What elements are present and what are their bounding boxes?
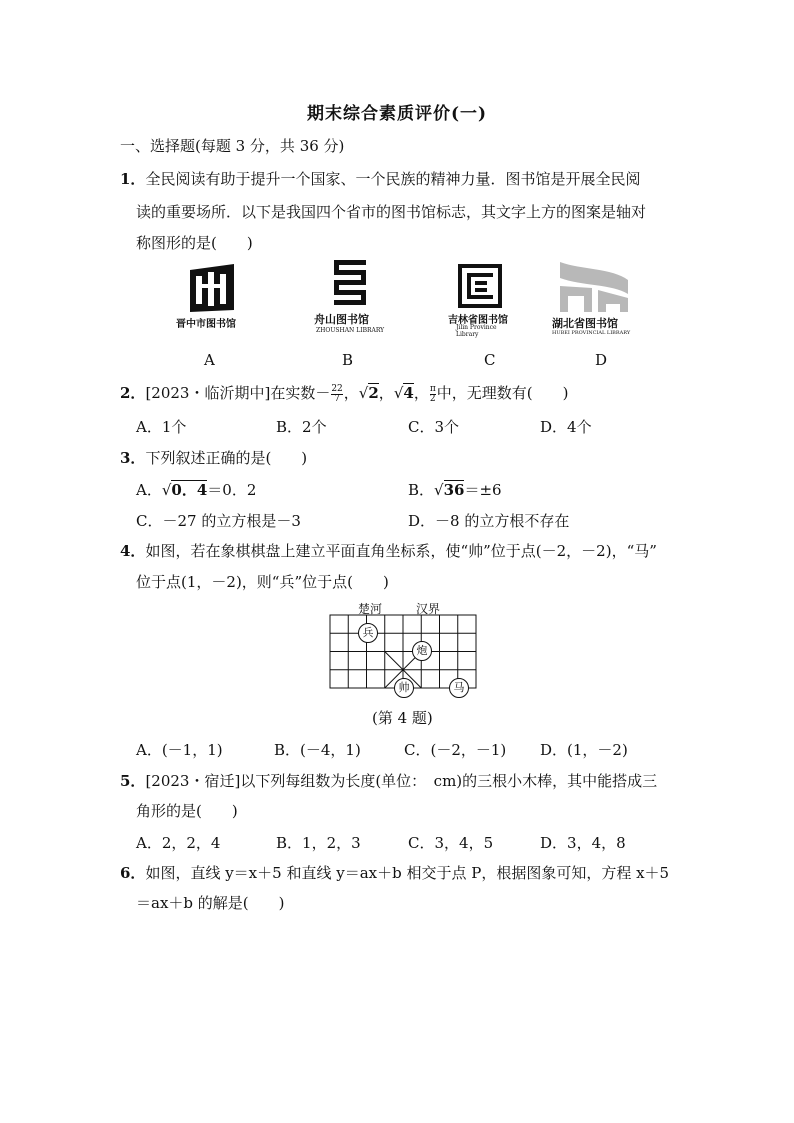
separator: ， [413, 384, 429, 402]
question-5-line-1 [120, 771, 657, 791]
logo-b [310, 258, 390, 336]
logo-caption: 湖北省图书馆 [552, 317, 618, 330]
option-c: C．3个 [408, 418, 460, 436]
fraction-pi-2 [430, 385, 436, 404]
question-6-line-2: ＝ax＋b 的解是( ) [136, 894, 285, 912]
question-4-line-1 [120, 541, 657, 561]
option-d: D．3，4，8 [540, 834, 626, 852]
option-b: B．2个 [276, 418, 327, 436]
question-text: 下列叙述正确的是( ) [145, 449, 308, 467]
radicand: 36 [443, 481, 465, 499]
logo-subcaption: Jilin Province Library [456, 324, 497, 338]
hubei-library-logo-icon [552, 260, 636, 314]
option-label-d: D [595, 351, 608, 369]
logo-caption: 晋中市图书馆 [176, 319, 236, 330]
question-number: 5． [120, 772, 146, 790]
option-b [408, 479, 502, 500]
question-text: 全民阅读有助于提升一个国家、一个民族的精神力量．图书馆是开展全民阅 [145, 170, 641, 188]
question-1-line-2: 读的重要场所．以下是我国四个省市的图书馆标志，其文字上方的图案是轴对 [136, 203, 647, 221]
jilin-library-logo-icon [446, 262, 516, 312]
option-a: A．(－1，1) [136, 741, 223, 759]
question-text: 中，无理数有( ) [436, 384, 569, 402]
question-3-line-1 [120, 448, 307, 468]
logo-subcaption: ZHOUSHAN LIBRARY [316, 327, 385, 334]
section-heading: 一、选择题(每题 3 分，共 36 分) [120, 137, 345, 155]
option-b: B．1，2，3 [276, 834, 361, 852]
option-text: ＝0．2 [207, 481, 257, 499]
chess-piece-bing: 兵 [358, 623, 378, 643]
fraction-22-7 [331, 385, 342, 404]
option-text: ＝±6 [464, 481, 502, 499]
logo-caption: 吉林省图书馆 [448, 315, 508, 326]
logo-caption: 舟山图书馆 [314, 313, 369, 326]
option-a: A．2，2，4 [136, 834, 221, 852]
river-label-left: 楚河 [358, 602, 383, 616]
option-c: C．－27 的立方根是－3 [136, 512, 301, 530]
sqrt-2: √2 [358, 384, 379, 402]
radicand: 4 [403, 384, 414, 402]
logo-d [552, 260, 636, 336]
figure-caption: (第 4 题) [372, 709, 433, 727]
radicand: 0．4 [171, 481, 208, 499]
question-number: 1． [120, 170, 146, 188]
option-letter: B． [408, 481, 435, 499]
question-number: 6． [120, 864, 146, 882]
question-1-line-1 [120, 169, 640, 189]
question-text: 如图，若在象棋棋盘上建立平面直角坐标系，使“帅”位于点(－2，－2)，“马” [145, 542, 657, 560]
option-a [136, 479, 256, 500]
question-2-line-1 [120, 380, 568, 406]
chess-piece-ma: 马 [449, 678, 469, 698]
fraction-denominator: 2 [429, 393, 436, 404]
separator: ， [378, 384, 394, 402]
fraction-numerator: 22 [331, 383, 343, 394]
question-text: [2023・临沂期中]在实数－ [145, 384, 331, 402]
question-4-line-2: 位于点(1，－2)，则“兵”位于点( ) [136, 573, 389, 591]
option-a: A．1个 [136, 418, 187, 436]
separator: ， [343, 384, 359, 402]
option-d: D．－8 的立方根不存在 [408, 512, 570, 530]
question-6-line-1 [120, 863, 669, 883]
question-text: 如图，直线 y＝x＋5 和直线 y＝ax＋b 相交于点 P，根据图象可知，方程 x＋5 [145, 864, 670, 882]
chess-board-figure [329, 598, 479, 702]
fraction-numerator: π [429, 383, 436, 394]
option-d: D．(1，－2) [540, 741, 628, 759]
page-title: 期末综合素质评价(一) [306, 104, 488, 124]
logo-subcaption: HUBEI PROVINCIAL LIBRARY [552, 330, 631, 336]
sqrt-4: √4 [393, 384, 414, 402]
sqrt-expression: √36 [434, 481, 465, 499]
option-c: C．(－2，－1) [404, 741, 507, 759]
option-label-a: A [204, 351, 215, 369]
question-text: [2023・宿迁]以下列每组数为长度(单位： cm)的三根小木棒，其中能搭成三 [145, 772, 658, 790]
option-label-c: C [484, 351, 496, 369]
sqrt-expression: √0．4 [161, 481, 208, 499]
logo-c [446, 262, 516, 338]
question-number: 3． [120, 449, 146, 467]
option-b: B．(－4，1) [274, 741, 361, 759]
zhoushan-library-logo-icon [310, 258, 390, 312]
question-1-line-3: 称图形的是( ) [136, 234, 253, 252]
logo-a [176, 262, 248, 332]
option-letter: A． [136, 481, 162, 499]
question-5-line-2: 角形的是( ) [136, 802, 238, 820]
chess-piece-shuai: 帅 [394, 678, 414, 698]
river-label-right: 汉界 [416, 602, 441, 616]
chess-piece-pao: 炮 [412, 641, 432, 661]
option-d: D．4个 [540, 418, 592, 436]
option-label-b: B [342, 351, 354, 369]
question-number: 2． [120, 384, 146, 402]
option-c: C．3，4，5 [408, 834, 494, 852]
question-number: 4． [120, 542, 146, 560]
radicand: 2 [368, 384, 379, 402]
fraction-denominator: 7 [331, 394, 342, 404]
